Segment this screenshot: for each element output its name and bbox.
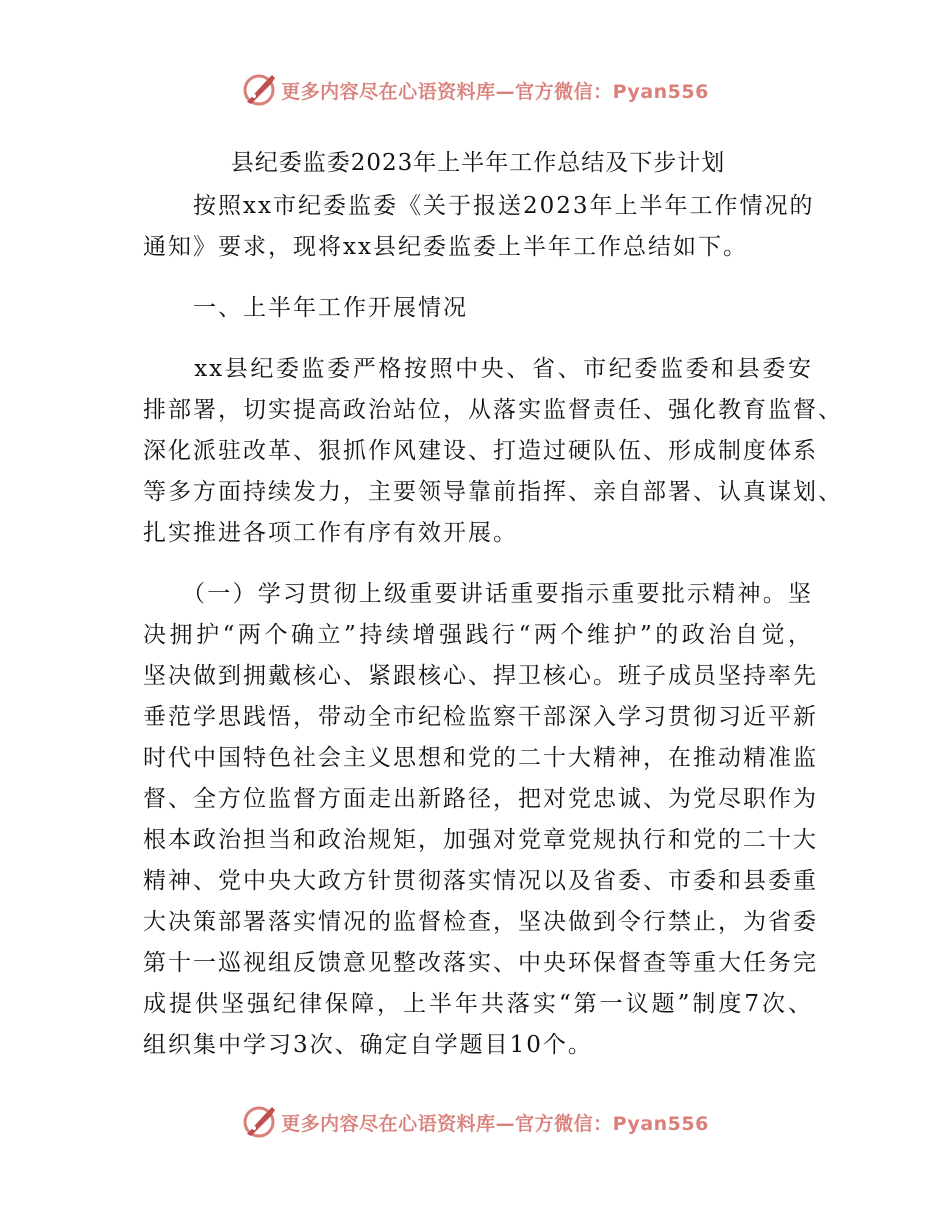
text-line: 决拥护“两个确立”持续增强践行“两个维护”的政治自觉，	[143, 622, 813, 648]
text-line: 精神、党中央大政方针贯彻落实情况以及省委、市委和县委重	[143, 868, 818, 894]
document-body	[143, 143, 843, 1066]
footer-watermark-banner	[0, 1102, 950, 1142]
intro-paragraph	[143, 186, 813, 268]
text-line: xx县纪委监委严格按照中央、省、市纪委监委和县委安	[143, 356, 813, 382]
fountain-pen-circle-icon	[241, 1104, 277, 1140]
text-line: 等多方面持续发力，主要领导靠前指挥、亲自部署、认真谋划、	[143, 479, 843, 505]
text-line: 通知》要求，现将xx县纪委监委上半年工作总结如下。	[143, 234, 748, 260]
paragraph-study	[143, 574, 818, 1066]
text-line: 扎实推进各项工作有序有效开展。	[143, 520, 518, 546]
text-line: 第十一巡视组反馈意见整改落实、中央环保督查等重大任务完	[143, 950, 818, 976]
paragraph-overview	[143, 349, 843, 554]
text-line: 组织集中学习3次、确定自学题目10个。	[143, 1032, 593, 1058]
text-line: 一、上半年工作开展情况	[143, 295, 468, 321]
text-line: 深化派驻改革、狠抓作风建设、打造过硬队伍、形成制度体系	[143, 438, 818, 464]
text-line: 时代中国特色社会主义思想和党的二十大精神，在推动精准监	[143, 745, 818, 771]
section-heading	[143, 288, 813, 329]
header-watermark-banner	[0, 70, 950, 110]
text-line: 坚决做到拥戴核心、紧跟核心、捍卫核心。班子成员坚持率先	[143, 663, 818, 689]
text-line: 成提供坚强纪律保障，上半年共落实“第一议题”制度7次、	[143, 991, 813, 1017]
text-line: 垂范学思践悟，带动全市纪检监察干部深入学习贯彻习近平新	[143, 704, 818, 730]
watermark-text: 更多内容尽在心语资料库—官方微信：Pyan556	[281, 1112, 709, 1135]
fountain-pen-circle-icon	[241, 72, 277, 108]
text-line: 排部署，切实提高政治站位，从落实监督责任、强化教育监督、	[143, 397, 843, 423]
text-line: （一）学习贯彻上级重要讲话重要指示重要批示精神。坚	[143, 581, 813, 607]
document-title: 县纪委监委2023年上半年工作总结及下步计划	[230, 150, 726, 176]
text-line: 大决策部署落实情况的监督检查，坚决做到令行禁止，为省委	[143, 909, 818, 935]
text-line: 按照xx市纪委监委《关于报送2023年上半年工作情况的	[143, 193, 815, 219]
watermark-text: 更多内容尽在心语资料库—官方微信：Pyan556	[281, 80, 709, 103]
text-line: 督、全方位监督方面走出新路径，把对党忠诚、为党尽职作为	[143, 786, 818, 812]
text-line: 根本政治担当和政治规矩，加强对党章党规执行和党的二十大	[143, 827, 818, 853]
